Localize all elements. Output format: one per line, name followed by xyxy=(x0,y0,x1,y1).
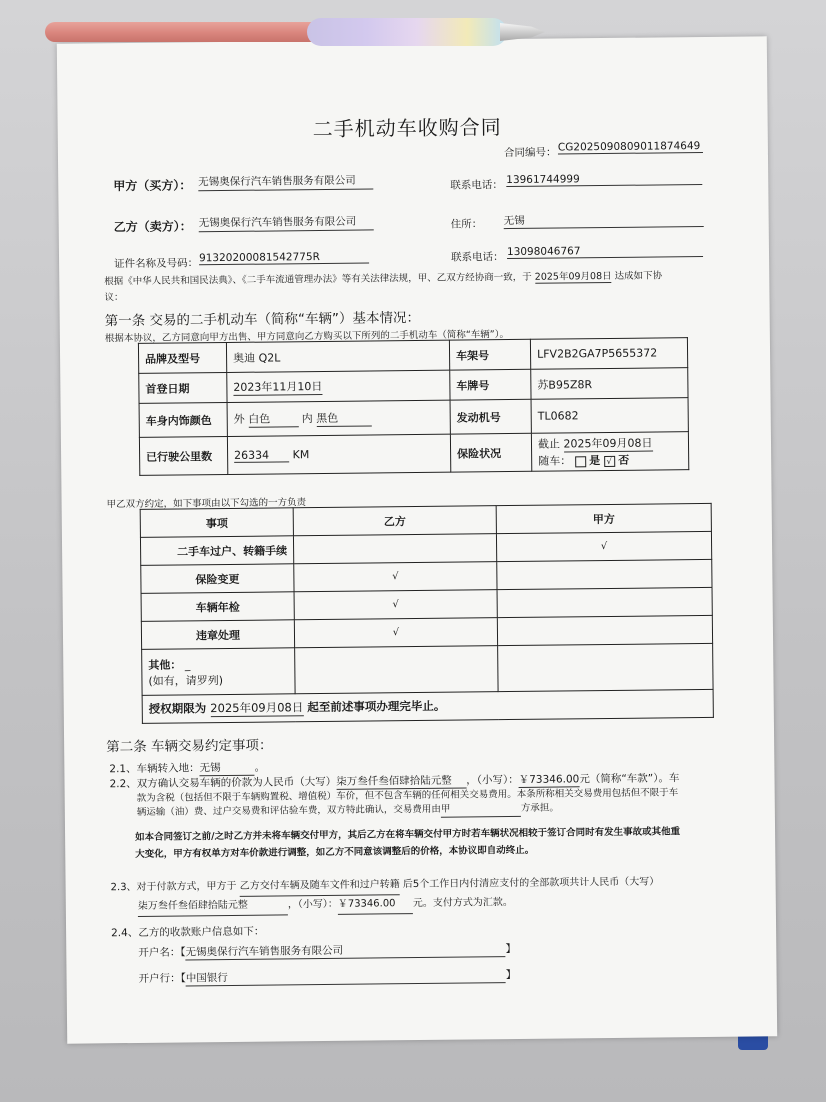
vin-value: LFV2B2GA7P5655372 xyxy=(530,338,687,370)
reg-cell xyxy=(227,370,450,402)
duty-other-label: 其他： xyxy=(148,657,182,672)
s23-amount: ￥73346.00 xyxy=(338,895,413,915)
s24-lb2: 【 xyxy=(180,972,186,985)
duty-a-4 xyxy=(497,615,712,645)
duty-item-2: 保险变更 xyxy=(141,564,294,594)
s22-num: 2.2、 xyxy=(109,777,137,791)
s21-label: 车辆转入地： xyxy=(136,762,200,775)
pen-barrel xyxy=(45,22,315,42)
auth-suffix: 起至前述事项办理完毕止。 xyxy=(307,698,446,715)
contract-paper xyxy=(57,36,777,1043)
pen-grip xyxy=(307,18,507,46)
s23-cond: 乙方交付车辆及随车文件和过户转籍 xyxy=(240,876,400,897)
s24-num: 2.4、 xyxy=(111,926,139,940)
party-b-label: 乙方（卖方）： xyxy=(113,219,192,235)
s22-l2: 款为含税（包括但不限于车辆购置税、增值税）车价，但不包含车辆的任何相关交易费用。本条所称相关交易费用包括但不限于车 xyxy=(136,787,679,804)
plate-label: 车牌号 xyxy=(450,369,531,400)
engine-value: TL0682 xyxy=(531,398,688,434)
duty-other-cell xyxy=(142,648,295,696)
ins-prefix: 截止 xyxy=(537,437,561,451)
no-label: 否 xyxy=(618,453,630,467)
duty-b-2: √ xyxy=(294,562,497,592)
s24-bank: 中国银行 xyxy=(186,967,506,986)
brand-value: 奥迪 Q2L xyxy=(226,340,449,372)
s22-block xyxy=(109,771,679,821)
s23-num: 2.3、 xyxy=(110,881,137,894)
s22-l3-party: 甲 xyxy=(441,802,521,818)
s22-l3b: 方承担。 xyxy=(520,802,559,814)
article1-title: 第一条 交易的二手机动车（简称“车辆”）基本情况： xyxy=(104,309,421,330)
party-b-address: 无锡 xyxy=(504,211,704,229)
s23-upper: 柒万叁仟叁佰肆拾陆元整 xyxy=(138,896,288,917)
s22-bold2: 大变化，甲方有权单方对车价款进行调整，如乙方不同意该调整后的价格，本协议即自动终止。 xyxy=(135,844,535,860)
party-b-address-label: 住所： xyxy=(450,218,483,231)
auth-date: 2025年09月08日 xyxy=(210,700,304,716)
auth-label: 授权期限为 xyxy=(148,701,207,716)
s22-upper: 柒万叁仟叁佰肆拾陆元整 xyxy=(336,773,466,789)
ins-date: 2025年09月08日 xyxy=(563,436,653,451)
s22-l1c: 元（简称“车款”）。车 xyxy=(579,772,680,786)
duty-other-a xyxy=(498,643,713,691)
s24-bank-label: 开户行： xyxy=(138,972,181,985)
ext-color: 白色 xyxy=(248,410,298,428)
s23-a: 对于付款方式，甲方于 xyxy=(136,880,237,893)
duty-a-3 xyxy=(497,587,712,617)
s21-value: 无锡 xyxy=(199,760,254,777)
id-label: 证件名称及号码： xyxy=(114,257,199,271)
party-a-label: 甲方（买方）： xyxy=(113,178,192,194)
duty-b-3: √ xyxy=(294,590,497,620)
reg-label: 首登日期 xyxy=(139,372,227,403)
id-phone: 13098046767 xyxy=(507,244,703,259)
vin-label: 车架号 xyxy=(449,339,530,370)
duty-b-4: √ xyxy=(294,618,497,648)
s24-lb1: 【 xyxy=(180,946,186,959)
reg-date: 2023年11月10日 xyxy=(233,379,323,394)
engine-label: 发动机号 xyxy=(450,399,531,434)
mileage-value: 26334 xyxy=(234,448,289,463)
s24-bank-line xyxy=(138,967,516,987)
ext-prefix: 外 xyxy=(233,412,245,426)
duty-header-item: 事项 xyxy=(140,508,293,538)
party-b-name: 无锡奥保行汽车销售服务有限公司 xyxy=(199,213,374,232)
mileage-cell xyxy=(227,434,450,474)
vehicle-table xyxy=(138,337,689,476)
with-car-label: 随车： xyxy=(538,454,572,468)
duty-header-a: 甲方 xyxy=(496,503,711,533)
party-a-phone: 13961744999 xyxy=(506,172,702,187)
duty-item-1: 二手车过户、转籍手续 xyxy=(140,536,293,566)
intro-date: 2025年09月08日 xyxy=(535,268,612,284)
int-color: 黑色 xyxy=(316,409,371,427)
contract-no: CG2025090809011874649 xyxy=(558,140,703,155)
s24-rb1: 】 xyxy=(505,942,517,956)
duty-a-2 xyxy=(497,559,712,589)
s24-title-line xyxy=(111,924,264,941)
s23-d: 元。支付方式为汇款。 xyxy=(412,897,513,910)
duty-other-b xyxy=(295,646,498,694)
yes-checkbox[interactable] xyxy=(575,456,586,467)
article1-intro: 根据本协议，乙方同意向甲方出售、甲方同意向乙方购买以下所列的二手机动车（简称“车辆”）。 xyxy=(104,329,510,345)
duty-item-3: 车辆年检 xyxy=(141,592,294,622)
s23-block xyxy=(111,873,660,917)
no-checkbox[interactable]: √ xyxy=(604,455,615,466)
int-prefix: 内 xyxy=(301,412,313,426)
auth-row xyxy=(142,689,713,723)
s24-holder-label: 开户名： xyxy=(138,946,181,959)
intro-part2: 达成如下协 xyxy=(614,270,663,282)
duty-item-4: 违章处理 xyxy=(141,620,294,650)
s21-end: 。 xyxy=(254,761,266,774)
s22-l1b: ，（小写）： xyxy=(466,773,519,787)
insurance-cell xyxy=(531,432,688,472)
party-a-name: 无锡奥保行汽车销售服务有限公司 xyxy=(198,172,373,191)
s22-l3a: 辆运输（油）费、过户交易费和评估验车费，双方特此确认，交易费用由 xyxy=(136,803,441,818)
yes-label: 是 xyxy=(589,454,601,468)
pen xyxy=(45,14,500,48)
mileage-unit: KM xyxy=(292,447,310,461)
s22-amount: ￥73346.00 xyxy=(518,773,580,786)
s24-holder-line xyxy=(138,941,516,961)
id-value: 91320200081542775R xyxy=(199,250,369,265)
s24-rb2: 】 xyxy=(505,968,517,982)
s22-bold-block xyxy=(135,823,680,863)
plate-value: 苏B95Z8R xyxy=(531,368,688,400)
party-a-phone-label: 联系电话： xyxy=(450,179,503,192)
intro-part3: 议： xyxy=(104,292,124,304)
s22-bold1: 如本合同签订之前/之时乙方并未将车辆交付甲方，其后乙方在将车辆交付甲方时若车辆状况相较于签订合同时有发生事故或其他重 xyxy=(135,826,681,843)
duty-b-1 xyxy=(293,534,496,564)
duty-other-value: _ xyxy=(184,657,191,671)
color-label: 车身内饰颜色 xyxy=(139,402,227,437)
s21-num: 2.1、 xyxy=(109,762,137,776)
id-phone-label: 联系电话： xyxy=(450,251,504,264)
color-cell xyxy=(227,400,450,436)
intro-part1: 根据《中华人民共和国民法典》、《二手车流通管理办法》等有关法律法规，甲、乙双方经协商一致，于 xyxy=(104,271,532,288)
s24-title: 乙方的收款账户信息如下： xyxy=(138,925,265,939)
duty-intro: 甲乙双方约定，如下事项由以下勾选的一方负责 xyxy=(106,497,307,511)
contract-title: 二手机动车收购合同 xyxy=(312,115,502,142)
insurance-label: 保险状况 xyxy=(450,433,531,472)
s24-holder: 无锡奥保行汽车销售服务有限公司 xyxy=(185,941,505,960)
brand-label: 品牌及型号 xyxy=(138,342,226,373)
contract-no-label: 合同编号： xyxy=(503,146,557,160)
s23-b: 后5个工作日内付清应支付的全部款项共计人民币（大写） xyxy=(402,876,660,891)
duty-table xyxy=(140,503,714,724)
s21-line xyxy=(109,760,265,778)
duty-a-1: √ xyxy=(496,531,711,561)
mileage-label: 已行驶公里数 xyxy=(139,436,227,475)
s23-c: ，（小写）： xyxy=(287,898,338,911)
duty-header-b: 乙方 xyxy=(293,506,496,536)
duty-other-hint: (如有，请罗列) xyxy=(148,673,224,688)
intro-line xyxy=(104,267,662,288)
article2-title: 第二条 车辆交易约定事项： xyxy=(106,737,273,756)
s22-l1a: 双方确认交易车辆的价款为人民币（大写） xyxy=(136,775,337,790)
